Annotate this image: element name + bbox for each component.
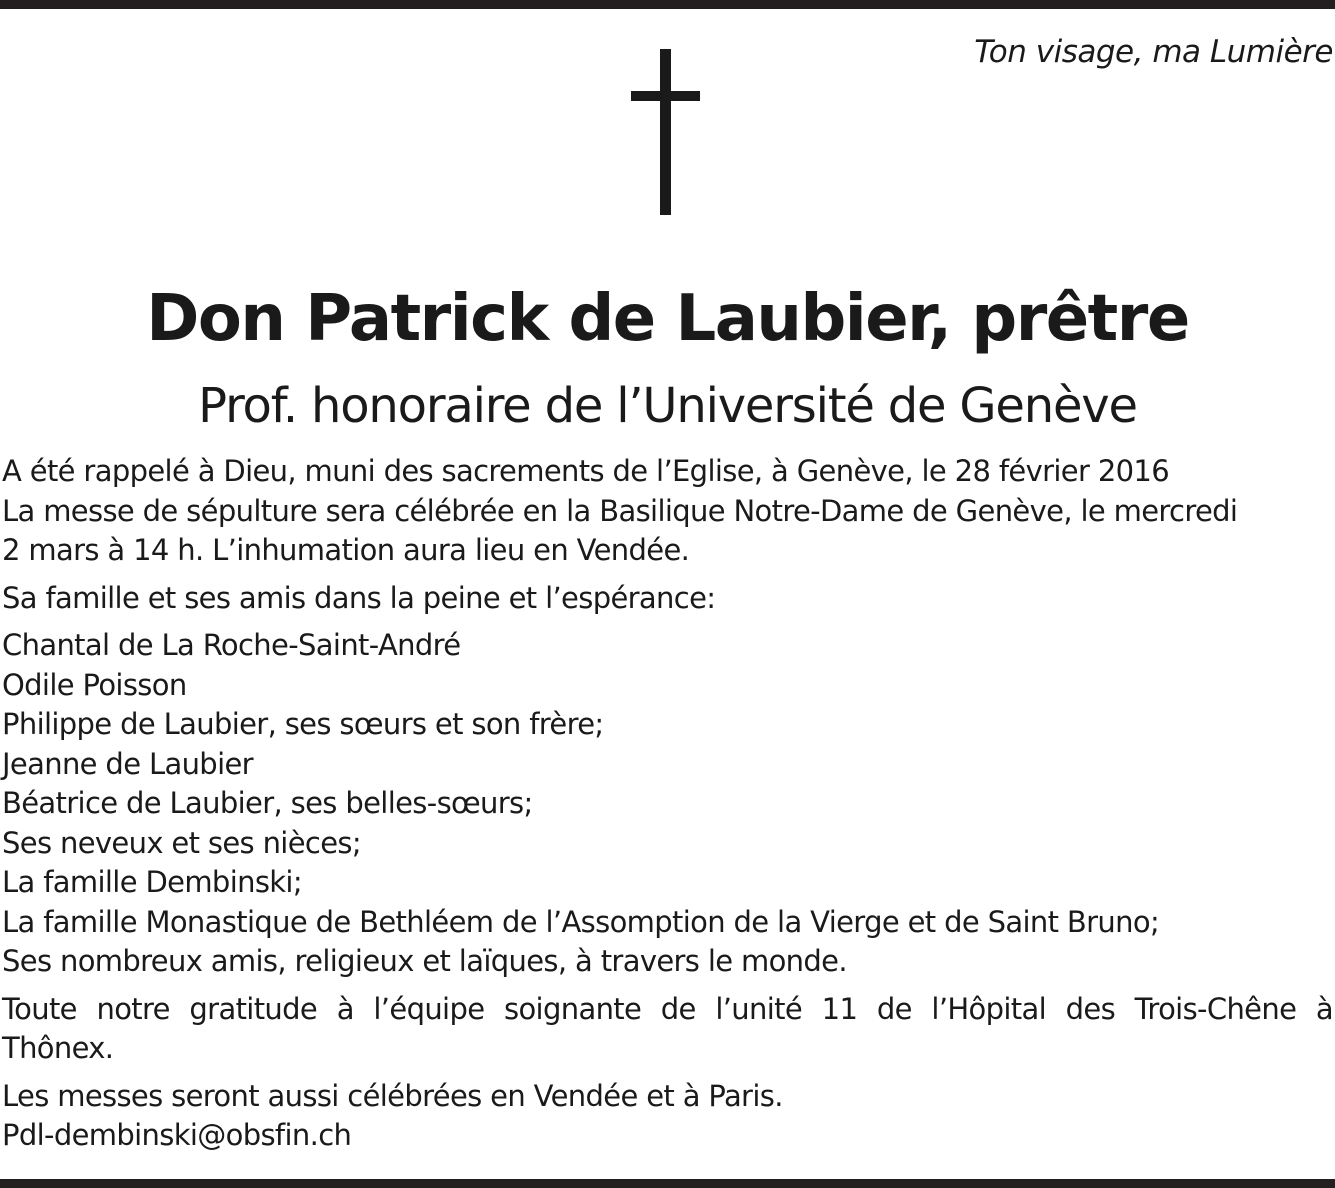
family-member: Ses nombreux amis, religieux et laïques, à travers le monde.	[2, 944, 847, 978]
top-rule	[0, 0, 1335, 9]
gratitude	[2, 990, 1333, 1069]
gratitude-line: Toute notre gratitude à l’équipe soignante de l’unité 11 de l’Hôpital des Trois-Chêne à	[2, 991, 1333, 1026]
family-member: Philippe de Laubier, ses sœurs et son frère;	[2, 707, 604, 741]
announcement	[2, 452, 1333, 571]
notice-body	[2, 452, 1333, 1156]
family-intro: Sa famille et ses amis dans la peine et l’espérance:	[2, 580, 716, 615]
announcement-line: La messe de sépulture sera célébrée en la Basilique Notre-Dame de Genève, le mercredi	[2, 493, 1238, 528]
family-member: Béatrice de Laubier, ses belles-sœurs;	[2, 786, 533, 820]
family-member: Odile Poisson	[2, 667, 187, 702]
contact-email: Pdl-dembinski@obsfin.ch	[2, 1118, 352, 1152]
announcement-line: 2 mars à 14 h. L’inhumation aura lieu en Vendée.	[2, 533, 690, 567]
family-member: La famille Monastique de Bethléem de l’Assomption de la Vierge et de Saint Bruno;	[2, 904, 1160, 939]
family-member: Ses neveux et ses nièces;	[2, 825, 361, 860]
family-member: La famille Dembinski;	[2, 865, 302, 899]
announcement-line: A été rappelé à Dieu, muni des sacrements de l’Eglise, à Genève, le 28 février 2016	[2, 454, 1170, 488]
epigraph: Ton visage, ma Lumière	[974, 34, 1333, 70]
bottom-rule	[0, 1179, 1335, 1188]
masses-note: Les messes seront aussi célébrées en Vendée et à Paris.	[2, 1078, 783, 1113]
latin-cross-icon	[631, 49, 700, 215]
gratitude-line: Thônex.	[2, 1031, 114, 1065]
family-member: Jeanne de Laubier	[2, 746, 253, 781]
deceased-name: Don Patrick de Laubier, prêtre	[146, 282, 1189, 356]
family-list	[2, 626, 1333, 982]
family-member: Chantal de La Roche-Saint-André	[2, 628, 461, 662]
deceased-title: Prof. honoraire de l’Université de Genève	[198, 378, 1137, 434]
